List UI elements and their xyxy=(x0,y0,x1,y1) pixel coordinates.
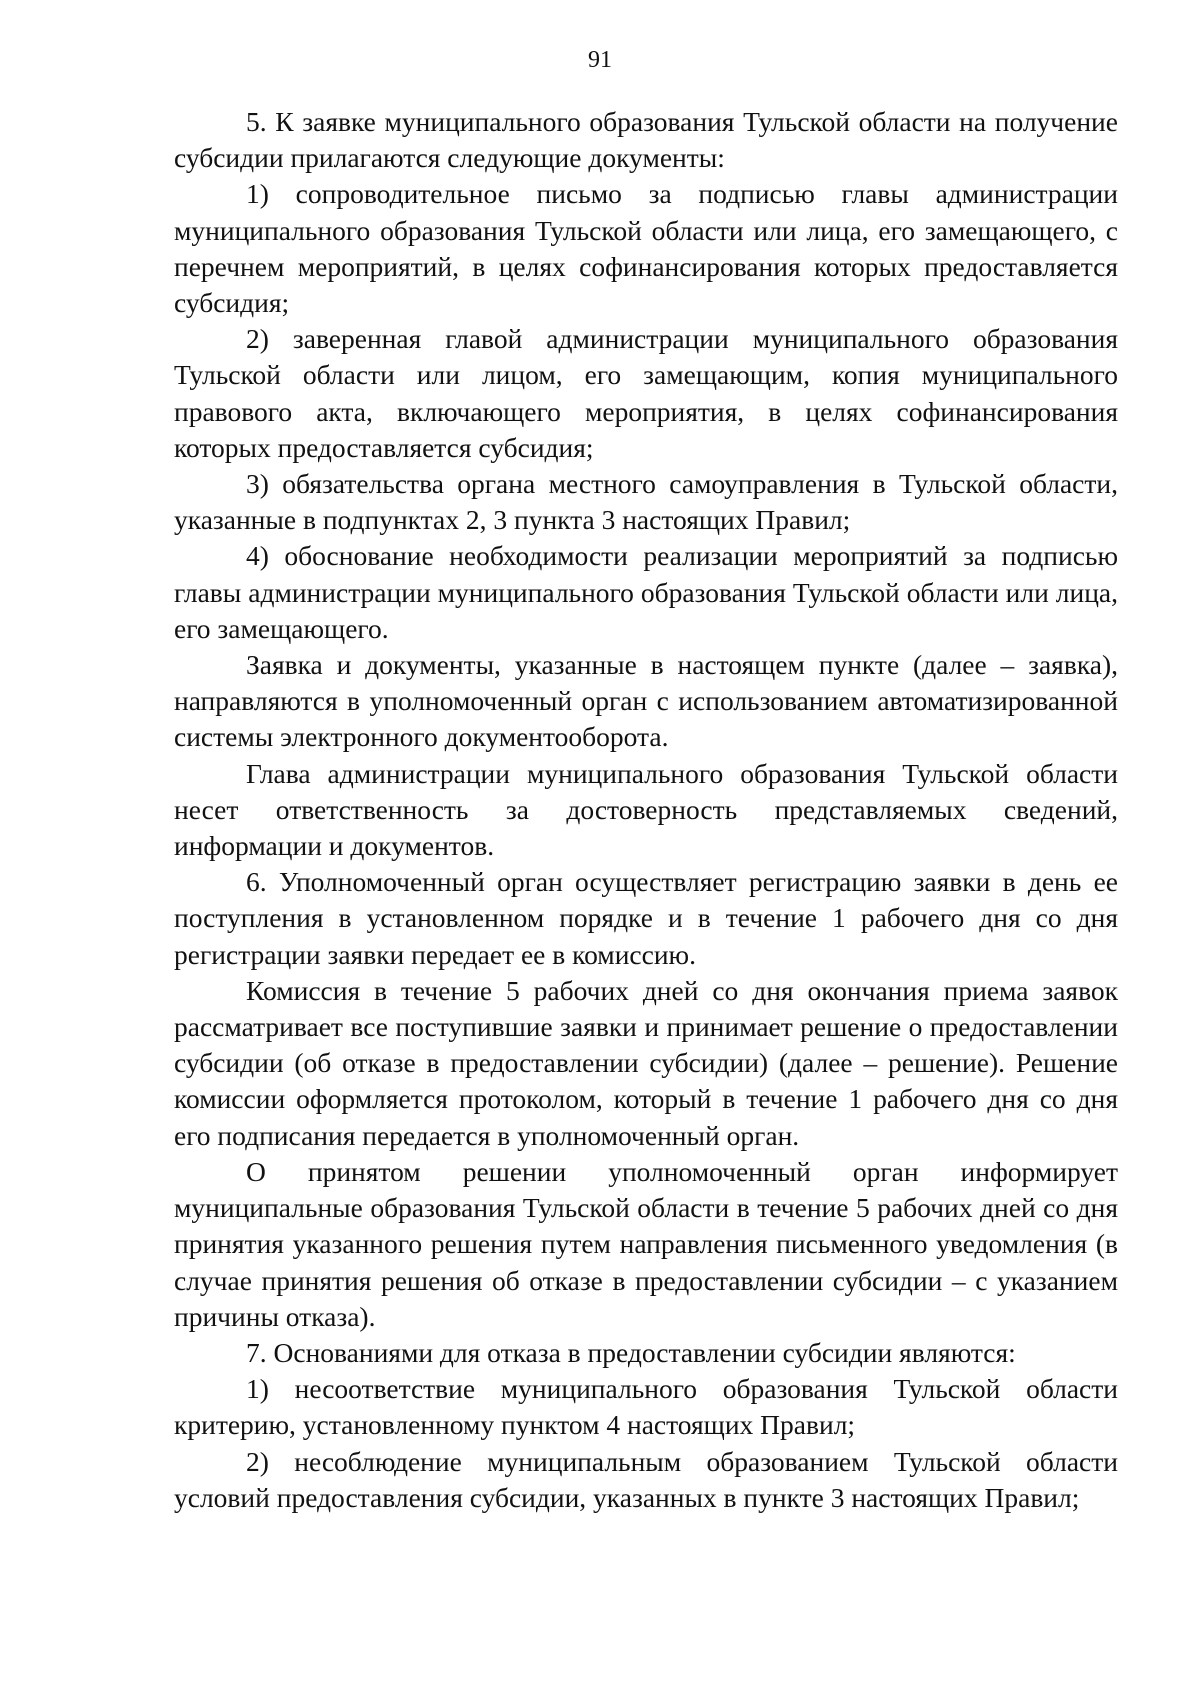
paragraph-subitem-7-2: 2) несоблюдение муниципальным образованием Тульской области условий предоставления субсидии, указанных в пункте 3 настоящих Правил; xyxy=(174,1445,1118,1513)
paragraph-notification: О принятом решении уполномоченный орган информирует муниципальные образования Тульской области в течение 5 рабочих дней со дня принятия указанного решения путем направления письменного уведомления (в случае принятия решения об отказе в предоставлении субсидии – с указанием причины отказа). xyxy=(174,1155,1118,1332)
paragraph-responsibility: Глава администрации муниципального образования Тульской области несет ответственность за достоверность представляемых сведений, информации и документов. xyxy=(174,757,1118,862)
paragraph-subitem-5-3: 3) обязательства органа местного самоуправления в Тульской области, указанные в подпунктах 2, 3 пункта 3 настоящих Правил; xyxy=(174,468,1118,536)
paragraph-subitem-5-4: 4) обоснование необходимости реализации мероприятий за подписью главы администрации муниципального образования Тульской области или лица, его замещающего. xyxy=(174,540,1118,644)
paragraph-subitem-5-2: 2) заверенная главой администрации муниципального образования Тульской области или лицом, его замещающим, копия муниципального правового акта, включающего мероприятия, в целях софинансирования которых предоставляется субсидия; xyxy=(174,323,1118,463)
paragraph-subitem-7-1: 1) несоответствие муниципального образования Тульской области критерию, установленному пунктом 4 настоящих Правил; xyxy=(174,1373,1118,1441)
paragraph-item-5: 5. К заявке муниципального образования Тульской области на получение субсидии прилагаются следующие документы: xyxy=(174,106,1118,174)
paragraph-commission-decision: Комиссия в течение 5 рабочих дней со дня окончания приема заявок рассматривает все поступившие заявки и принимает решение о предоставлении субсидии (об отказе в предоставлении субсидии) (далее – решение). Решение комиссии оформляется протоколом, который в течение 1 рабочего дня со дня его подписания передается в уполномоченный орган. xyxy=(174,974,1118,1151)
paragraph-item-7: 7. Основаниями для отказа в предоставлении субсидии являются: xyxy=(246,1336,1016,1368)
document-body xyxy=(174,104,1118,1516)
paragraph-application-submission: Заявка и документы, указанные в настоящем пункте (далее – заявка), направляются в уполномоченный орган с использованием автоматизированной системы электронного документооборота. xyxy=(174,649,1118,753)
page-number: 91 xyxy=(588,47,612,73)
paragraph-item-6: 6. Уполномоченный орган осуществляет регистрацию заявки в день ее поступления в установленном порядке и в течение 1 рабочего дня со дня регистрации заявки передает ее в комиссию. xyxy=(174,866,1118,970)
paragraph-subitem-5-1: 1) сопроводительное письмо за подписью главы администрации муниципального образования Тульской области или лица, его замещающего, с перечнем мероприятий, в целях софинансирования которых предоставляется субсидия; xyxy=(174,178,1118,319)
